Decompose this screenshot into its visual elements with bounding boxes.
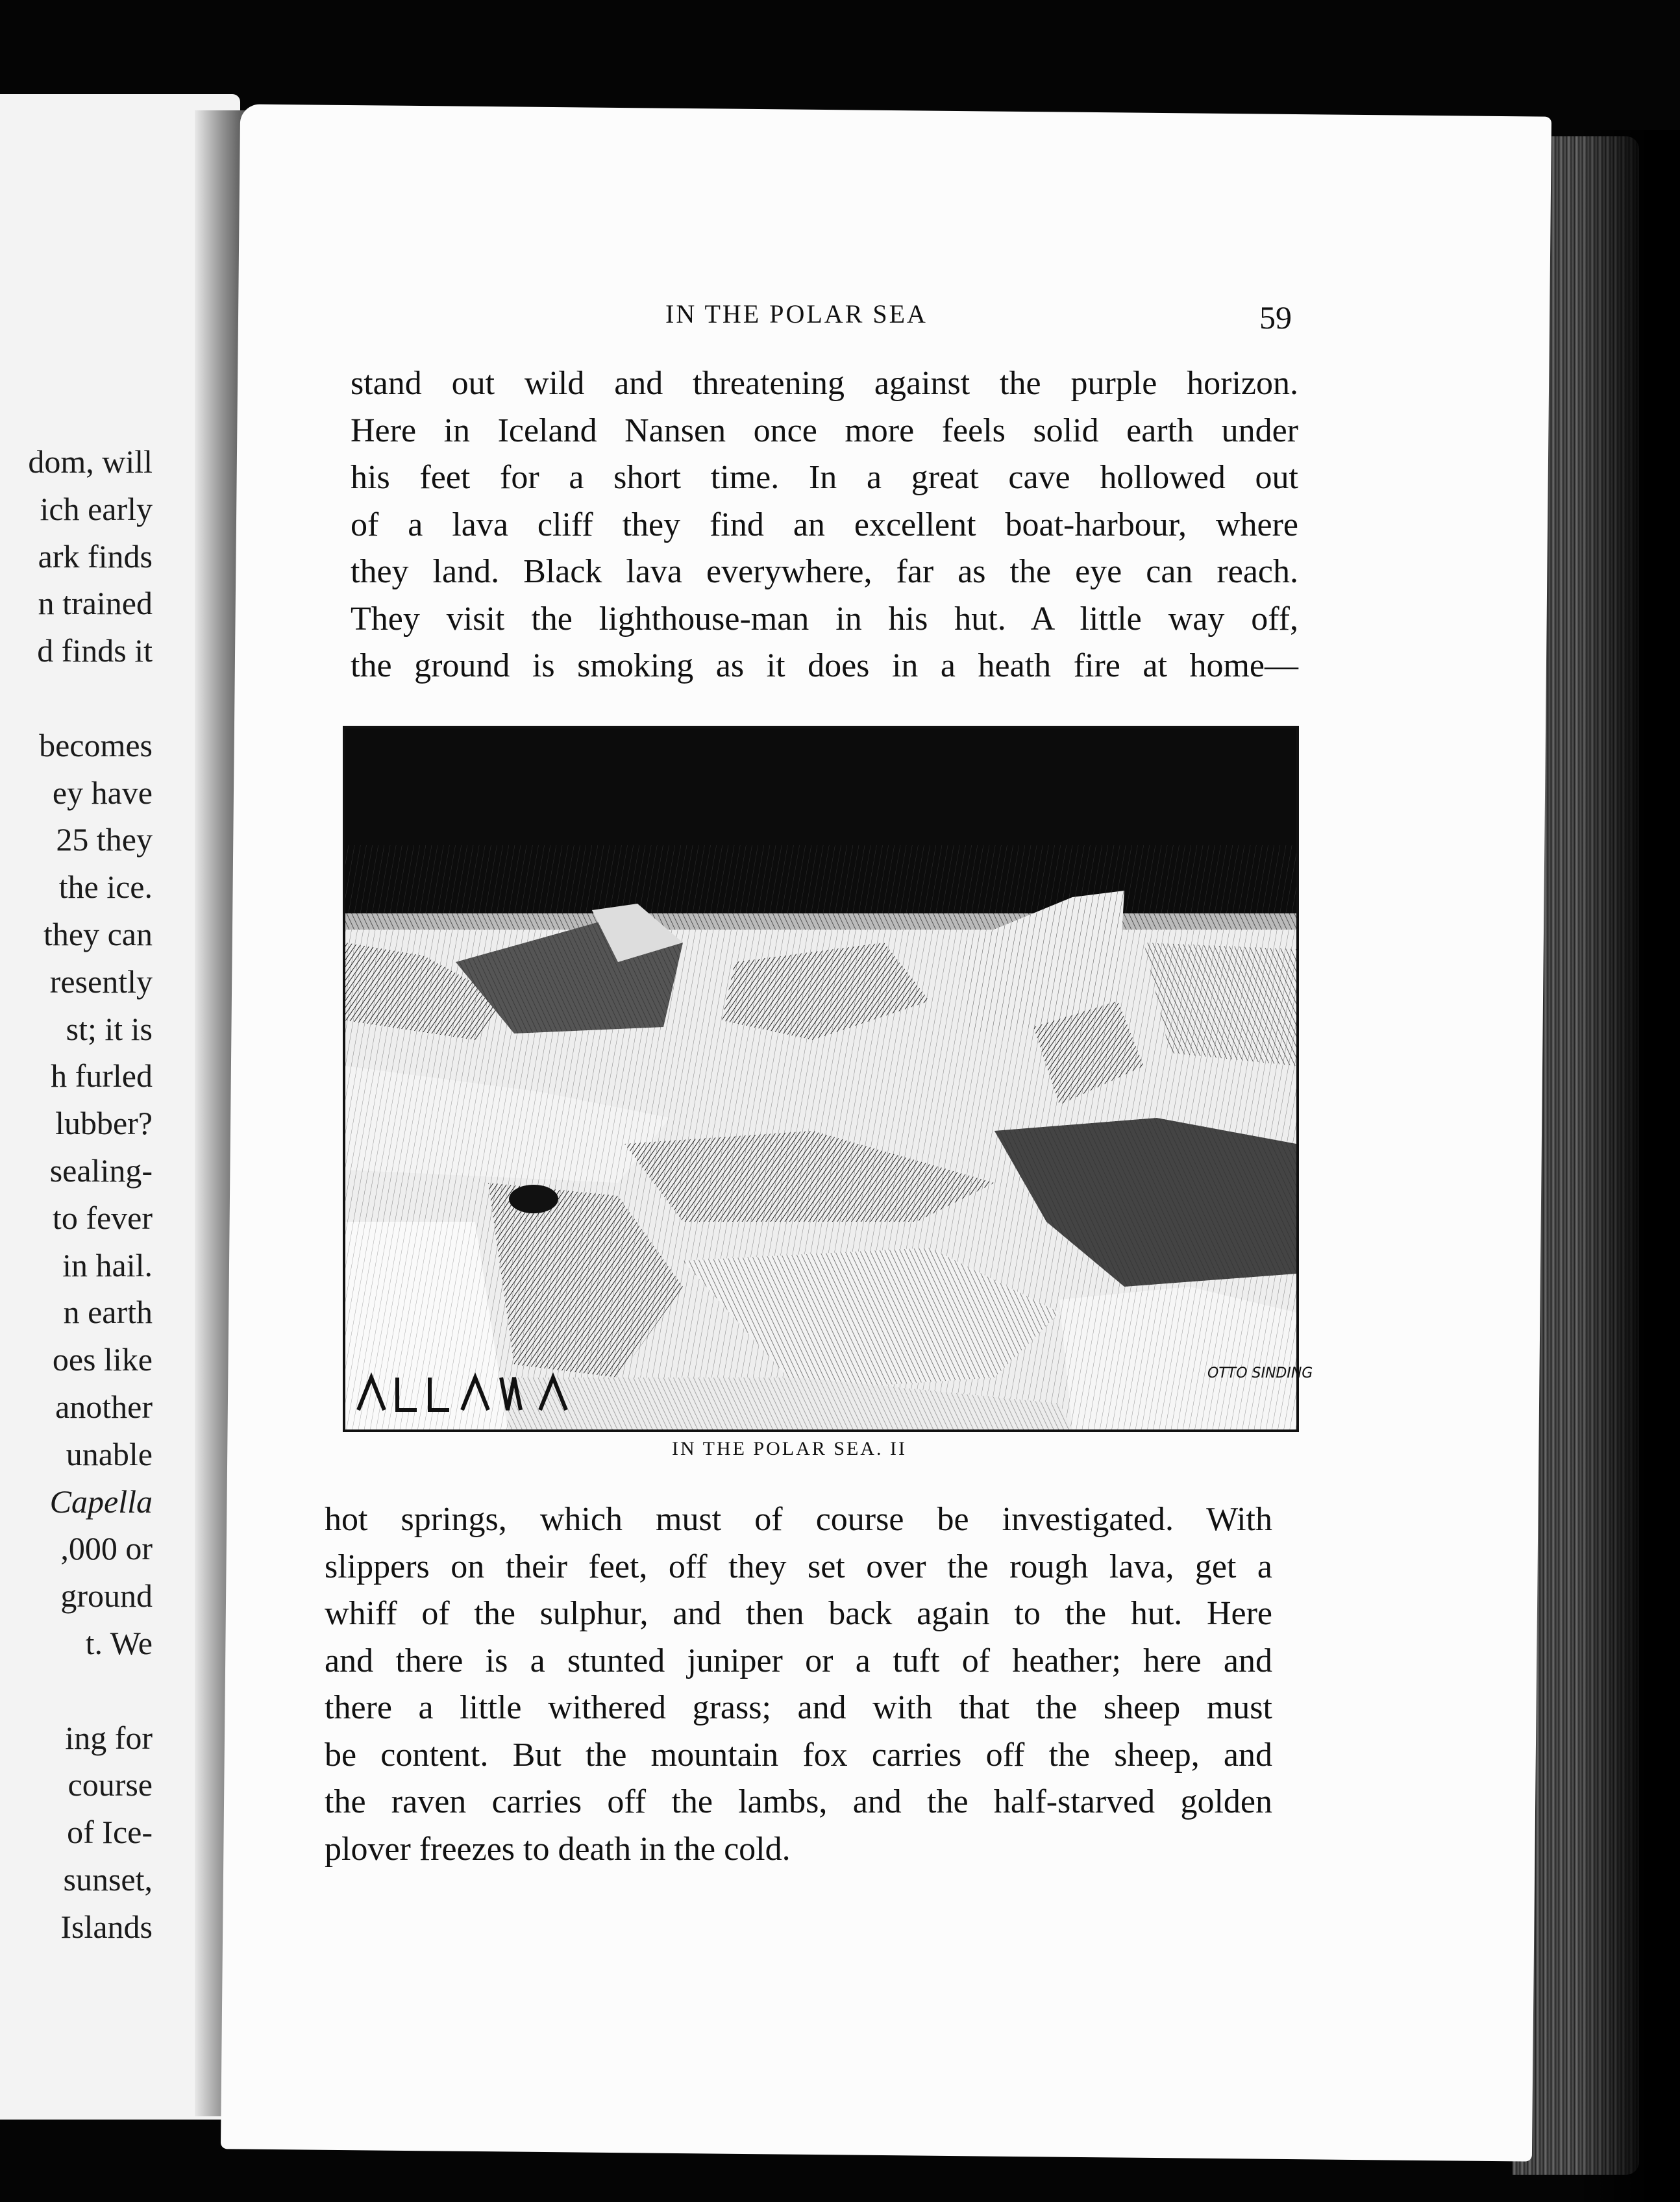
text-line: Here in Iceland Nansen once more feels solid earth under [351,412,1298,449]
left-line: another [55,1388,153,1425]
artist-signature: OTTO SINDING [1207,1365,1313,1381]
left-line: unable [66,1435,153,1472]
left-line: to fever [52,1199,153,1236]
left-line: h furled [51,1058,153,1095]
text-line: the raven carries off the lambs, and the half-starved golden [325,1783,1272,1820]
left-line: n trained [38,585,153,622]
left-line: lubber? [55,1105,153,1142]
left-line: course [68,1766,153,1803]
left-line [0,674,153,722]
left-page-text [0,438,153,1951]
left-line: the ice. [58,869,153,906]
text-line: of a lava cliff they find an excellent boat-harbour, where [351,506,1298,543]
page-number: 59 [1259,299,1292,336]
left-line: resently [49,963,153,1000]
text-line: there a little withered grass; and with that the sheep must [325,1689,1272,1726]
text-line: they land. Black lava everywhere, far as the eye can reach. [351,553,1298,590]
left-line: sealing- [49,1152,153,1189]
left-line: ing for [65,1719,153,1756]
text-line: hot springs, which must of course be investigated. With [325,1501,1272,1538]
text-line: and there is a stunted juniper or a tuft of heather; here and [325,1642,1272,1679]
left-line: ground [60,1577,153,1614]
text-line: stand out wild and threatening against the purple horizon. [351,365,1298,402]
left-line: ich early [40,490,153,527]
body-text-top [351,360,1298,690]
left-line: ark finds [38,538,153,575]
body-text-bottom [325,1496,1272,1873]
left-line: they can [43,915,153,952]
left-line: ,000 or [60,1530,153,1567]
figure-caption: IN THE POLAR SEA. II [672,1438,907,1459]
left-line: Capella [49,1483,153,1520]
text-line: be content. But the mountain fox carries off the sheep, and [325,1736,1272,1774]
left-line: n earth [63,1294,153,1331]
text-line: slippers on their feet, off they set over the rough lava, get a [325,1548,1272,1585]
text-line: the ground is smoking as it does in a heath fire at home— [351,647,1298,684]
running-head: IN THE POLAR SEA [665,299,928,328]
left-line: in hail. [62,1246,153,1283]
left-line: ey have [52,774,153,811]
left-line: becomes [39,726,153,763]
engraving-polar-sea [343,726,1299,1432]
book-edge-shadow [1584,130,1680,2202]
left-line: st; it is [66,1010,153,1047]
ice-landscape-picture [345,728,1296,1429]
text-line: his feet for a short time. In a great cave hollowed out [351,459,1298,496]
text-line: plover freezes to death in the cold. [325,1830,791,1868]
left-line: sunset, [63,1861,153,1898]
left-line: oes like [52,1341,153,1378]
left-line: d finds it [37,632,153,669]
text-line: They visit the lighthouse-man in his hut. A little way off, [351,600,1298,637]
text-line: whiff of the sulphur, and then back again to the hut. Here [325,1595,1272,1632]
left-line: of Ice- [67,1814,153,1851]
left-line: dom, will [28,443,153,480]
left-line: 25 they [56,821,153,858]
left-line [0,1667,153,1714]
left-line: Islands [60,1908,153,1945]
left-line: t. We [85,1624,153,1661]
